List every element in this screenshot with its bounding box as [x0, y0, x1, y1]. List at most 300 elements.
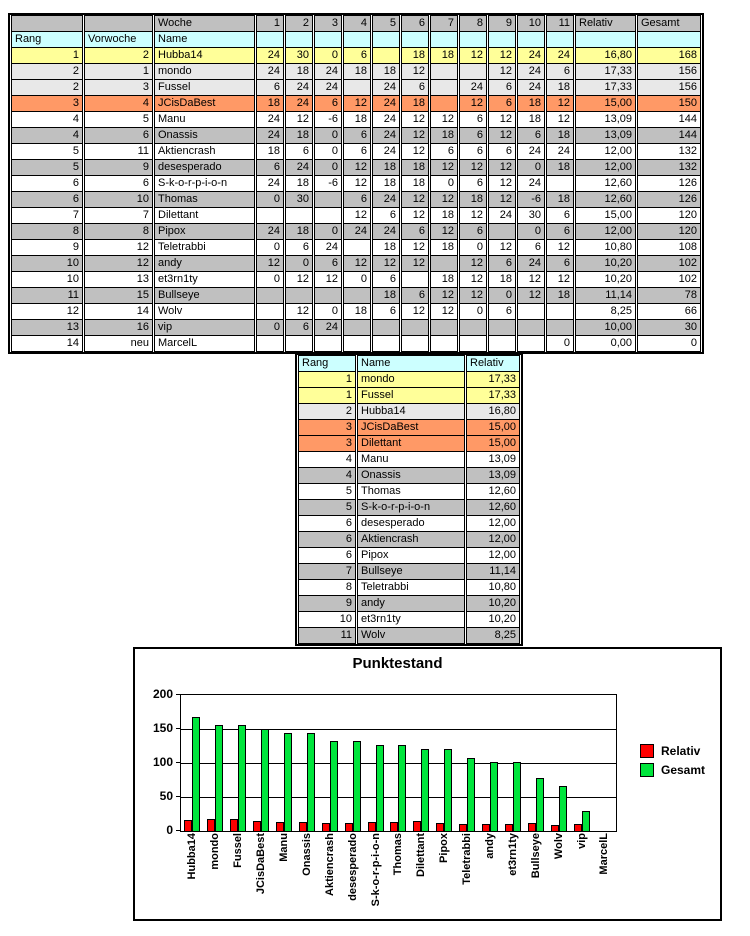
cell-week: 6	[459, 112, 487, 128]
cell-gesamt: 144	[637, 112, 701, 128]
cell-week: 6	[285, 144, 313, 160]
cell-week: 0	[546, 336, 574, 352]
cell-name: MarcelL	[154, 336, 255, 352]
cell-rang: 10	[11, 272, 83, 288]
cell-week: 12	[343, 176, 371, 192]
blank-header-cell	[430, 32, 458, 48]
cell-name: Aktiencrash	[154, 144, 255, 160]
cell-week: 24	[314, 64, 342, 80]
legend-item-relativ	[640, 744, 705, 758]
cell-rang: 7	[11, 208, 83, 224]
table-row	[11, 224, 701, 240]
cell-gesamt: 0	[637, 336, 701, 352]
cell-week	[401, 336, 429, 352]
cell-rang: 12	[11, 304, 83, 320]
cell-relativ: 17,33	[575, 64, 636, 80]
x-axis-label: et3rn1ty	[506, 833, 519, 876]
cell-week	[285, 288, 313, 304]
bar-group-7	[341, 695, 364, 831]
table-row	[11, 160, 701, 176]
cell-vorwoche: 15	[84, 288, 153, 304]
cell-week: 18	[546, 288, 574, 304]
cell-name: Aktiencrash	[357, 532, 465, 548]
cell-relativ: 10,20	[575, 256, 636, 272]
cell-week: 18	[372, 176, 400, 192]
gesamt-bar	[490, 762, 498, 831]
relativ-bar	[345, 823, 353, 831]
cell-week	[372, 48, 400, 64]
cell-week: 24	[285, 80, 313, 96]
gesamt-bar	[467, 758, 475, 831]
cell-rang: 13	[11, 320, 83, 336]
cell-week: 6	[459, 176, 487, 192]
bar-group-18	[593, 695, 616, 831]
cell-relativ: 12,60	[466, 484, 520, 500]
table-row	[11, 144, 701, 160]
cell-week: 12	[314, 272, 342, 288]
cell-week	[488, 320, 516, 336]
relativ-bar	[413, 821, 421, 831]
blank-header-cell	[459, 32, 487, 48]
cell-week: 12	[488, 160, 516, 176]
cell-relativ: 12,60	[575, 192, 636, 208]
cell-week: 18	[343, 112, 371, 128]
cell-week: 12	[401, 112, 429, 128]
cell-week: 24	[459, 80, 487, 96]
cell-week: 18	[459, 192, 487, 208]
rank-table-body	[298, 355, 520, 644]
y-axis-label: 100	[152, 755, 173, 769]
cell-week: 24	[517, 64, 545, 80]
cell-week: 6	[314, 96, 342, 112]
relative-rank-table	[295, 353, 523, 646]
relativ-bar	[368, 822, 376, 831]
standings-table	[8, 13, 704, 354]
cell-relativ: 13,09	[575, 112, 636, 128]
cell-rang: 4	[298, 452, 356, 468]
cell-name: Thomas	[154, 192, 255, 208]
cell-relativ: 13,09	[575, 128, 636, 144]
gesamt-bar	[398, 745, 406, 831]
cell-week	[372, 320, 400, 336]
cell-name: Thomas	[357, 484, 465, 500]
cell-week: 6	[343, 192, 371, 208]
relativ-header: Relativ	[575, 15, 636, 32]
cell-week: 24	[285, 160, 313, 176]
cell-name: mondo	[357, 372, 465, 388]
cell-gesamt: 156	[637, 80, 701, 96]
chart-title: Punktestand	[352, 655, 443, 672]
cell-gesamt: 66	[637, 304, 701, 320]
legend-label-gesamt: Gesamt	[661, 763, 706, 777]
cell-week: 24	[517, 48, 545, 64]
bar-group-14	[501, 695, 524, 831]
gesamt-bar	[582, 811, 590, 831]
cell-week: 6	[488, 304, 516, 320]
cell-week: 24	[372, 112, 400, 128]
table-row	[11, 240, 701, 256]
cell-week: 24	[517, 256, 545, 272]
blank-header-cell	[488, 32, 516, 48]
bar-group-9	[387, 695, 410, 831]
cell-week	[314, 208, 342, 224]
cell-week: 18	[430, 240, 458, 256]
cell-name: S-k-o-r-p-i-o-n	[357, 500, 465, 516]
name-header: Name	[357, 355, 465, 372]
cell-rang: 5	[298, 484, 356, 500]
week-number-header: 1	[256, 15, 284, 32]
cell-name: Hubba14	[357, 404, 465, 420]
cell-relativ: 16,80	[466, 404, 520, 420]
blank-header-cell	[401, 32, 429, 48]
cell-name: Bullseye	[154, 288, 255, 304]
cell-relativ: 12,00	[466, 548, 520, 564]
bar-group-17	[570, 695, 593, 831]
cell-week: 0	[488, 288, 516, 304]
cell-week: 18	[285, 176, 313, 192]
week-number-header: 9	[488, 15, 516, 32]
table-row	[11, 96, 701, 112]
relativ-bar	[551, 825, 559, 831]
cell-week: 18	[430, 272, 458, 288]
blank-header-cell	[372, 32, 400, 48]
cell-week: 18	[517, 112, 545, 128]
cell-week: 18	[517, 96, 545, 112]
bar-group-3	[250, 695, 273, 831]
cell-week: 6	[401, 288, 429, 304]
cell-week: 6	[343, 48, 371, 64]
cell-week: 24	[546, 48, 574, 64]
cell-week: 12	[343, 96, 371, 112]
cell-week: 0	[256, 320, 284, 336]
cell-week: 12	[372, 256, 400, 272]
cell-week: 12	[459, 96, 487, 112]
cell-week: 24	[546, 144, 574, 160]
cell-week: 6	[459, 144, 487, 160]
cell-rang: 8	[11, 224, 83, 240]
cell-week: 6	[488, 80, 516, 96]
cell-week: 12	[488, 176, 516, 192]
cell-week: 6	[488, 256, 516, 272]
cell-week: 24	[372, 224, 400, 240]
cell-week: 24	[517, 80, 545, 96]
cell-relativ: 8,25	[466, 628, 520, 644]
cell-week: 30	[285, 48, 313, 64]
cell-week: 12	[343, 256, 371, 272]
gesamt-bar	[513, 762, 521, 831]
cell-relativ: 17,33	[466, 388, 520, 404]
cell-rang: 4	[298, 468, 356, 484]
week-number-header: 10	[517, 15, 545, 32]
x-axis-label: Pipox	[438, 833, 451, 863]
week-number-header: 3	[314, 15, 342, 32]
gesamt-bar	[330, 741, 338, 831]
cell-week	[546, 176, 574, 192]
cell-gesamt: 30	[637, 320, 701, 336]
cell-rang: 4	[11, 128, 83, 144]
cell-week: 6	[401, 224, 429, 240]
cell-relativ: 15,00	[466, 420, 520, 436]
cell-week: 0	[517, 160, 545, 176]
relativ-bar	[459, 824, 467, 831]
x-axis-label: andy	[484, 833, 497, 859]
cell-week: 6	[343, 144, 371, 160]
x-axis-label: vip	[575, 833, 588, 849]
table-row	[298, 612, 520, 628]
cell-week	[459, 320, 487, 336]
y-axis-tick	[176, 694, 180, 695]
relativ-bar	[230, 819, 238, 831]
cell-week: 24	[256, 48, 284, 64]
cell-week: 18	[372, 160, 400, 176]
table-row	[11, 176, 701, 192]
woche-header: Woche	[154, 15, 255, 32]
legend-item-gesamt	[640, 763, 705, 777]
relativ-header: Relativ	[466, 355, 520, 372]
blank-header-cell	[285, 32, 313, 48]
cell-week: 6	[256, 160, 284, 176]
cell-week: -6	[517, 192, 545, 208]
gesamt-bar	[238, 725, 246, 831]
cell-week: 0	[285, 256, 313, 272]
cell-name: et3rn1ty	[154, 272, 255, 288]
cell-week: 24	[372, 144, 400, 160]
cell-week: 18	[372, 64, 400, 80]
cell-week: 6	[546, 64, 574, 80]
cell-week: 18	[430, 128, 458, 144]
cell-week: 24	[372, 128, 400, 144]
week-number-header: 11	[546, 15, 574, 32]
cell-gesamt: 120	[637, 224, 701, 240]
cell-week: 12	[285, 112, 313, 128]
cell-week: 12	[401, 304, 429, 320]
cell-rang: 2	[11, 80, 83, 96]
cell-vorwoche: 9	[84, 160, 153, 176]
cell-rang: 6	[11, 176, 83, 192]
cell-week: 6	[430, 144, 458, 160]
cell-relativ: 12,60	[575, 176, 636, 192]
cell-week: 18	[401, 176, 429, 192]
cell-rang: 3	[298, 420, 356, 436]
x-axis-label: Manu	[278, 833, 290, 862]
relativ-bar	[299, 822, 307, 831]
cell-relativ: 12,00	[575, 160, 636, 176]
cell-name: Bullseye	[357, 564, 465, 580]
cell-name: Onassis	[154, 128, 255, 144]
rank-header-row	[298, 355, 520, 372]
bar-group-13	[479, 695, 502, 831]
cell-relativ: 17,33	[575, 80, 636, 96]
cell-name: Onassis	[357, 468, 465, 484]
cell-vorwoche: 1	[84, 64, 153, 80]
cell-vorwoche: 6	[84, 128, 153, 144]
cell-gesamt: 126	[637, 176, 701, 192]
cell-rang: 11	[298, 628, 356, 644]
cell-gesamt: 150	[637, 96, 701, 112]
cell-week: 6	[546, 208, 574, 224]
cell-week: 0	[430, 176, 458, 192]
cell-name: desesperado	[154, 160, 255, 176]
cell-week: 18	[546, 192, 574, 208]
cell-rang: 6	[11, 192, 83, 208]
cell-week: 12	[546, 112, 574, 128]
cell-relativ: 16,80	[575, 48, 636, 64]
gesamt-bar	[536, 778, 544, 831]
cell-week: 18	[401, 96, 429, 112]
relativ-bar	[253, 821, 261, 831]
cell-relativ: 17,33	[466, 372, 520, 388]
cell-rang: 2	[298, 404, 356, 420]
cell-week	[517, 336, 545, 352]
cell-vorwoche: 13	[84, 272, 153, 288]
cell-week: 18	[488, 272, 516, 288]
week-number-header: 8	[459, 15, 487, 32]
cell-name: Fussel	[357, 388, 465, 404]
cell-rang: 5	[298, 500, 356, 516]
cell-week: 24	[285, 96, 313, 112]
cell-week: 6	[517, 240, 545, 256]
cell-rang: 5	[11, 160, 83, 176]
cell-name: JCisDaBest	[154, 96, 255, 112]
cell-week	[430, 320, 458, 336]
relativ-bar	[322, 823, 330, 831]
cell-week: 12	[459, 160, 487, 176]
cell-name: Pipox	[357, 548, 465, 564]
cell-week	[256, 288, 284, 304]
relativ-bar	[184, 820, 192, 831]
cell-week: 12	[430, 112, 458, 128]
cell-week	[430, 256, 458, 272]
x-axis-label: Wolv	[552, 833, 565, 860]
x-axis-labels	[181, 833, 616, 913]
table-row	[11, 272, 701, 288]
cell-week: 0	[314, 48, 342, 64]
x-axis-label: mondo	[209, 833, 222, 870]
cell-week: 0	[459, 304, 487, 320]
cell-week: 12	[488, 240, 516, 256]
cell-rang: 2	[11, 64, 83, 80]
table-row	[11, 80, 701, 96]
x-axis-label: Teletrabbi	[461, 833, 474, 885]
cell-name: Fussel	[154, 80, 255, 96]
cell-week	[546, 320, 574, 336]
cell-week: 18	[343, 304, 371, 320]
cell-week: 12	[488, 192, 516, 208]
x-axis-label: Aktiencrash	[323, 833, 336, 896]
cell-week: 24	[343, 224, 371, 240]
y-axis-label: 150	[152, 721, 173, 735]
cell-rang: 9	[298, 596, 356, 612]
x-axis-label: Dilettant	[415, 833, 428, 877]
gesamt-bar	[421, 749, 429, 831]
table-row	[11, 192, 701, 208]
relativ-bar	[482, 824, 490, 831]
cell-relativ: 15,00	[575, 208, 636, 224]
cell-gesamt: 156	[637, 64, 701, 80]
cell-name: Teletrabbi	[357, 580, 465, 596]
cell-gesamt: 132	[637, 160, 701, 176]
cell-week: 24	[256, 176, 284, 192]
cell-week	[488, 336, 516, 352]
cell-week: 6	[401, 80, 429, 96]
x-axis-label: Hubba14	[186, 833, 199, 880]
cell-week: 18	[401, 160, 429, 176]
table-row	[11, 304, 701, 320]
cell-rang: 5	[11, 144, 83, 160]
standings-header-week-row	[11, 15, 701, 32]
cell-week	[401, 272, 429, 288]
week-number-header: 5	[372, 15, 400, 32]
cell-week	[430, 96, 458, 112]
cell-week: 24	[256, 128, 284, 144]
cell-rang: 8	[298, 580, 356, 596]
cell-week: 12	[488, 64, 516, 80]
week-number-header: 7	[430, 15, 458, 32]
cell-name: et3rn1ty	[357, 612, 465, 628]
gesamt-bar	[215, 725, 223, 831]
cell-rang: 1	[298, 372, 356, 388]
y-axis-tick	[176, 762, 180, 763]
cell-vorwoche: 2	[84, 48, 153, 64]
cell-week	[488, 224, 516, 240]
cell-gesamt: 126	[637, 192, 701, 208]
table-row	[11, 256, 701, 272]
cell-week: 18	[430, 48, 458, 64]
cell-gesamt: 168	[637, 48, 701, 64]
cell-week: 18	[343, 64, 371, 80]
table-row	[298, 532, 520, 548]
cell-week	[430, 80, 458, 96]
cell-week: 24	[256, 224, 284, 240]
blank-header-cell	[546, 32, 574, 48]
cell-vorwoche: 14	[84, 304, 153, 320]
cell-week: 12	[401, 144, 429, 160]
bar-group-8	[364, 695, 387, 831]
blank-header-cell	[343, 32, 371, 48]
gesamt-bar	[559, 786, 567, 831]
cell-week	[546, 304, 574, 320]
cell-week: 24	[372, 96, 400, 112]
x-axis-label: Fussel	[232, 833, 245, 868]
cell-week: 12	[488, 48, 516, 64]
cell-week: 6	[488, 144, 516, 160]
cell-name: Wolv	[154, 304, 255, 320]
cell-vorwoche: 10	[84, 192, 153, 208]
cell-week: 12	[459, 288, 487, 304]
cell-week: 12	[401, 240, 429, 256]
cell-week	[314, 192, 342, 208]
cell-week: 12	[546, 240, 574, 256]
cell-name: JCisDaBest	[357, 420, 465, 436]
gesamt-bar	[284, 733, 292, 831]
corner-cell	[84, 15, 153, 32]
table-row	[11, 288, 701, 304]
cell-week: 6	[314, 256, 342, 272]
y-axis-label: 0	[166, 823, 173, 837]
cell-week: 0	[256, 240, 284, 256]
table-row	[11, 48, 701, 64]
x-axis-label: desesperado	[346, 833, 359, 901]
cell-week: 24	[256, 64, 284, 80]
table-row	[298, 436, 520, 452]
cell-name: Pipox	[154, 224, 255, 240]
cell-week: 6	[546, 224, 574, 240]
table-row	[11, 112, 701, 128]
cell-week: 12	[401, 256, 429, 272]
cell-week: 0	[314, 128, 342, 144]
cell-week: 6	[488, 96, 516, 112]
cell-week: 0	[314, 304, 342, 320]
